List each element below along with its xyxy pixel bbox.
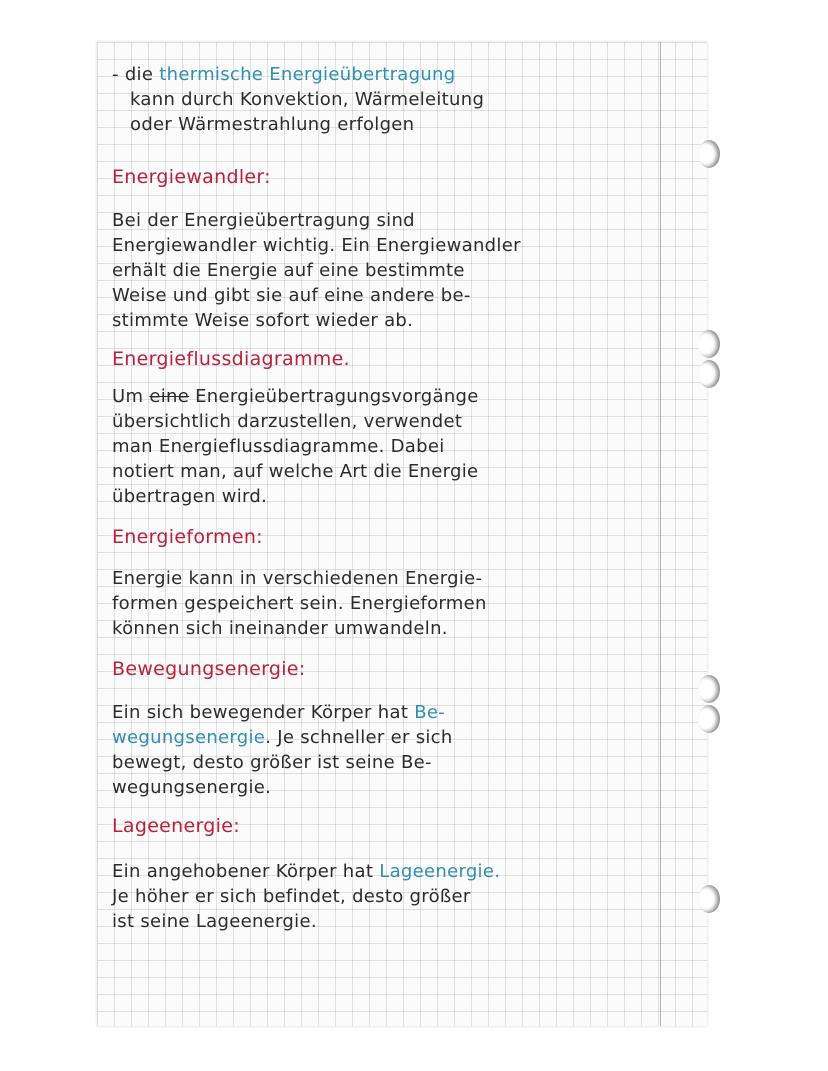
text-line: wegungsenergie.: [112, 777, 272, 798]
text-line: können sich ineinander umwandeln.: [112, 618, 448, 639]
punch-hole: [698, 705, 720, 733]
text-line: bewegt, desto größer ist seine Be-: [112, 752, 432, 773]
text-line: Bei der Energieübertragung sind: [112, 210, 415, 231]
text-line: Weise und gibt sie auf eine andere be-: [112, 285, 471, 306]
text-line: man Energieflussdiagramme. Dabei: [112, 436, 445, 457]
text-line: Je höher er sich befindet, desto größer: [112, 886, 471, 907]
heading-energiewandler: Energiewandler:: [112, 166, 271, 188]
text-line: übertragen wird.: [112, 486, 268, 507]
highlight-term: Be-: [414, 702, 446, 723]
text-fragment: Um: [112, 386, 150, 407]
text-fragment: . Je schneller er sich: [265, 727, 453, 748]
text-line: übersichtlich darzustellen, verwendet: [112, 411, 463, 432]
punch-hole: [698, 140, 720, 168]
heading-energieflussdiagramme: Energieflussdiagramme.: [112, 348, 350, 370]
intro-line-2: kann durch Konvektion, Wärmeleitung: [130, 89, 485, 110]
section-energieformen: [112, 525, 652, 641]
text-line: Energie kann in verschiedenen Energie-: [112, 568, 483, 589]
text-line: [112, 700, 652, 725]
note-content: [112, 62, 652, 948]
text-fragment: Ein sich bewegender Körper hat: [112, 702, 415, 723]
heading-bewegungsenergie: Bewegungsenergie:: [112, 658, 306, 680]
heading-lageenergie: Lageenergie:: [112, 815, 240, 837]
punch-hole: [698, 360, 720, 388]
intro-line-1: [112, 62, 652, 87]
intro-line-3: oder Wärmestrahlung erfolgen: [130, 114, 415, 135]
punch-hole: [698, 885, 720, 913]
text-line: erhält die Energie auf eine bestimmte: [112, 260, 465, 281]
text-line: [112, 384, 652, 409]
section-bewegungsenergie: [112, 657, 652, 800]
text-line: [112, 859, 652, 884]
heading-energieformen: Energieformen:: [112, 526, 263, 548]
intro-prefix: - die: [112, 64, 160, 85]
text-line: formen gespeichert sein. Energieformen: [112, 593, 487, 614]
struck-word: eine: [149, 386, 190, 407]
text-line: [112, 725, 652, 750]
punch-hole: [698, 675, 720, 703]
text-line: ist seine Lageenergie.: [112, 911, 317, 932]
text-line: notiert man, auf welche Art die Energie: [112, 461, 479, 482]
text-line: Energiewandler wichtig. Ein Energiewandler: [112, 235, 521, 256]
section-lageenergie: [112, 814, 652, 934]
text-fragment: Ein angehobener Körper hat: [112, 861, 380, 882]
text-line: stimmte Weise sofort wieder ab.: [112, 310, 414, 331]
margin-line: [660, 42, 661, 1026]
intro-highlight: thermische Energieübertragung: [159, 64, 456, 85]
highlight-term: wegungsenergie: [112, 727, 266, 748]
highlight-term: Lageenergie.: [379, 861, 501, 882]
section-diagramme: [112, 347, 652, 509]
intro-block: [112, 62, 652, 137]
text-fragment: Energieübertragungsvorgänge: [189, 386, 479, 407]
punch-hole: [698, 330, 720, 358]
section-energiewandler: [112, 165, 652, 333]
